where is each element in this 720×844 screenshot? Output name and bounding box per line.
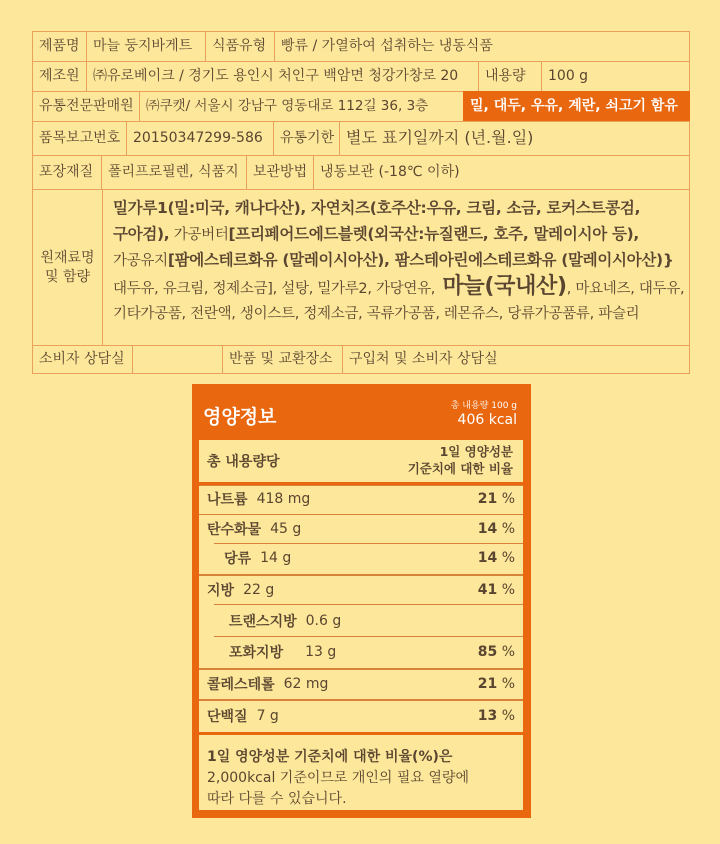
nutrient-name: 탄수화물 bbox=[207, 522, 262, 538]
packaging-value: 폴리프로필렌, 식품지 bbox=[101, 155, 247, 190]
report-number-label: 품목보고번호 bbox=[32, 121, 127, 156]
storage-label: 보관방법 bbox=[246, 155, 314, 190]
report-number-value: 20150347299-586 bbox=[126, 121, 274, 156]
nutrient-name: 지방 bbox=[207, 583, 235, 599]
expiry-label: 유통기한 bbox=[273, 121, 340, 156]
head-right-line2: 기준치에 대한 비율 bbox=[407, 461, 513, 476]
nutrient-qty: 418 mg bbox=[256, 490, 311, 507]
ingredients-line3a: 가공유지 bbox=[113, 253, 168, 269]
nutrition-title: 영양정보 bbox=[203, 406, 277, 428]
nutrient-unit: % bbox=[501, 490, 515, 507]
nutrient-qty: 14 g bbox=[260, 550, 292, 566]
expiry-value: 별도 표기일까지 (년.월.일) bbox=[339, 121, 690, 156]
food-type-label: 식품유형 bbox=[205, 31, 275, 62]
footnote-line2: 2,000kcal 기준이므로 개인의 필요 열량에 bbox=[207, 770, 469, 786]
consumer-center-label: 소비자 상담실 bbox=[32, 345, 133, 374]
nutrient-unit: % bbox=[501, 582, 515, 598]
nutrient-unit: % bbox=[501, 676, 515, 692]
nutrient-row-trans-fat bbox=[214, 604, 523, 636]
ingredients-line2c: [프리페어드에드블렛(외국산:뉴질랜드, 호주, 말레이시아 등), bbox=[228, 225, 640, 243]
nutrient-qty: 7 g bbox=[256, 708, 279, 724]
distributor-value: ㈜쿠캣/ 서울시 강남구 영동대로 112길 36, 3층 bbox=[139, 91, 464, 122]
manufacturer-value: ㈜유로베이크 / 경기도 용인시 처인구 백암면 청강가창로 20 bbox=[86, 61, 479, 92]
nutrient-row-cholesterol bbox=[199, 668, 523, 698]
nutrient-name: 포화지방 bbox=[229, 644, 284, 661]
product-name-label: 제품명 bbox=[32, 31, 87, 62]
ingredients-line4c: , 마요네즈, 대두유, bbox=[566, 281, 685, 297]
ingredients-line4a: 대두유, 유크림, 정제소금], 설탕, 밀가루2, 가당연유, bbox=[113, 281, 436, 297]
product-name-value: 마늘 둥지바게트 bbox=[86, 31, 206, 62]
food-type-value: 빵류 / 가열하여 섭취하는 냉동식품 bbox=[274, 31, 690, 62]
net-content-value: 100 g bbox=[541, 61, 690, 92]
packaging-label: 포장재질 bbox=[32, 155, 102, 190]
nutrient-unit: % bbox=[501, 643, 515, 660]
ingredients-line2a: 구아검), bbox=[113, 225, 170, 243]
nutrient-unit: % bbox=[501, 708, 515, 724]
storage-value: 냉동보관 (-18℃ 이하) bbox=[313, 155, 690, 190]
nutrient-row-sodium bbox=[199, 485, 523, 511]
nutrient-name: 콜레스테롤 bbox=[207, 677, 275, 693]
nutrient-name: 단백질 bbox=[207, 709, 248, 725]
ingredients-line4b: 마늘(국내산) bbox=[435, 274, 567, 299]
nutrient-qty: 45 g bbox=[270, 521, 302, 537]
head-left: 총 내용량당 bbox=[207, 454, 280, 470]
net-content-label: 내용량 bbox=[478, 61, 542, 92]
footnote-line1: 1일 영양성분 기준치에 대한 비율(%)은 bbox=[207, 749, 453, 765]
ingredients-line2b: 가공버터 bbox=[169, 227, 229, 243]
nutrient-unit: % bbox=[501, 550, 515, 566]
nutrition-head-row bbox=[199, 440, 523, 482]
nutrient-qty: 62 mg bbox=[283, 676, 329, 692]
nutrient-name: 트랜스지방 bbox=[229, 613, 297, 630]
ingredients-line5: 기타가공품, 전란액, 생이스트, 정제소금, 곡류가공품, 레몬쥬스, 당류가공품류, 파슬리 bbox=[113, 306, 640, 322]
ingredients-value bbox=[102, 189, 690, 346]
nutrition-body bbox=[199, 440, 523, 810]
nutrient-qty: 22 g bbox=[243, 582, 275, 598]
ingredients-label bbox=[32, 189, 103, 346]
nutrition-footnote bbox=[199, 732, 523, 822]
nutrient-pct: 14 bbox=[477, 550, 498, 566]
manufacturer-label: 제조원 bbox=[32, 61, 87, 92]
total-kcal: 406 kcal bbox=[457, 412, 517, 428]
nutrient-qty: 0.6 g bbox=[305, 612, 342, 629]
nutrition-panel bbox=[192, 384, 531, 818]
nutrient-row-protein bbox=[199, 699, 523, 731]
head-right-line1: 1일 영양성분 bbox=[439, 444, 513, 459]
nutrient-row-sugars bbox=[214, 543, 523, 572]
nutrient-pct: 85 bbox=[477, 643, 498, 660]
nutrient-qty: 13 g bbox=[305, 643, 337, 660]
consumer-center-value bbox=[132, 345, 223, 374]
ingredients-line1: 밀가루1(밀:미국, 캐나다산), 자연치즈(호주산:우유, 크림, 소금, 로커스트콩검, bbox=[113, 199, 641, 217]
nutrient-row-carbs bbox=[199, 514, 523, 543]
nutrient-row-saturated-fat bbox=[214, 636, 523, 666]
nutrient-pct: 14 bbox=[477, 521, 498, 537]
ingredients-label-line2: 및 함량 bbox=[44, 268, 91, 285]
nutrient-pct: 21 bbox=[477, 490, 498, 507]
return-place-value: 구입처 및 소비자 상담실 bbox=[342, 345, 690, 374]
footnote-line3: 따라 다를 수 있습니다. bbox=[207, 791, 347, 807]
allergy-badge: 밀, 대두, 우유, 계란, 쇠고기 함유 bbox=[463, 91, 690, 122]
nutrient-pct: 13 bbox=[477, 708, 498, 724]
nutrient-pct: 41 bbox=[477, 582, 498, 598]
nutrition-header bbox=[192, 384, 531, 440]
return-place-label: 반품 및 교환장소 bbox=[222, 345, 343, 374]
nutrient-row-fat bbox=[199, 574, 523, 604]
nutrient-pct: 21 bbox=[477, 676, 498, 692]
total-amount: 총 내용량 100 g bbox=[450, 401, 517, 411]
ingredients-label-line1: 원재료명 bbox=[40, 250, 95, 267]
distributor-label: 유통전문판매원 bbox=[32, 91, 140, 122]
nutrient-unit: % bbox=[501, 521, 515, 537]
ingredients-line3b: [팜에스테르화유 (말레이시아산), 팜스테아린에스테르화유 (말레이시아산)} bbox=[167, 251, 674, 269]
nutrient-name: 당류 bbox=[224, 551, 252, 567]
nutrient-name: 나트륨 bbox=[207, 491, 248, 508]
